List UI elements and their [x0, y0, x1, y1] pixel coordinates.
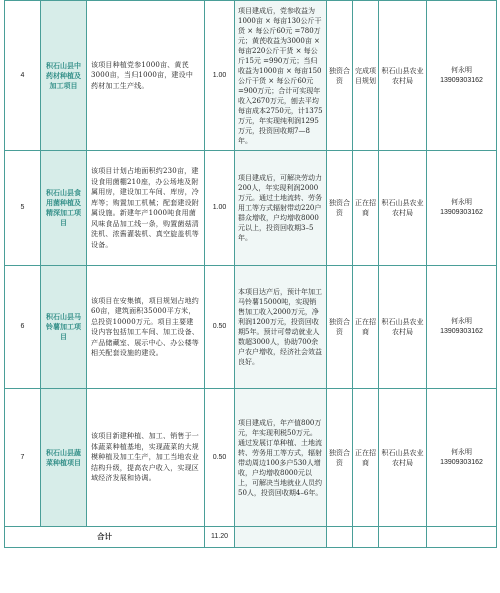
investment-amount: 1.00 [205, 151, 235, 266]
project-name: 积石山县蔬菜种植项目 [41, 389, 87, 527]
responsible-dept: 积石山县农业农村局 [379, 389, 427, 527]
table-row [5, 389, 497, 527]
total-empty-cell [235, 527, 327, 548]
project-benefit: 本项目达产后，预计年加工马铃薯15000吨，实现销售加工收入2000万元，净利润1200万元，投资回收期5年。预计可带动就业人数超3000人，协助700余户农户增收，经济社会效益良好。 [235, 266, 327, 389]
table-row [5, 151, 497, 266]
project-name: 积石山县食用菌种植及精深加工项目 [41, 151, 87, 266]
project-content: 该项目种植党参1000亩、黄芪3000亩，当归1000亩，建设中药材加工生产线。 [87, 1, 205, 151]
contact-phone: 13909303162 [440, 209, 483, 216]
project-content: 该项目在安集镇，项目规划占地约60亩，建筑面积35000平方米，总投资10000万元。项目主要建设内容包括加工车间、加工设备、产品储藏室、展示中心、办公楼等相关配套设施的建设。 [87, 266, 205, 389]
total-empty-cell [353, 527, 379, 548]
total-empty-cell [379, 527, 427, 548]
project-table-page [4, 0, 496, 548]
cooperation-mode: 独资合资 [327, 1, 353, 151]
row-number: 7 [5, 389, 41, 527]
contact-info [427, 389, 497, 527]
total-row [5, 527, 497, 548]
table-row [5, 266, 497, 389]
project-status: 完成项目规划 [353, 1, 379, 151]
project-content: 该项目新建种植、加工、销售于一体蔬菜种植基地，实现蔬菜的大规模种植及加工生产，加工当地农业结构升级，提高农户收入，实现区域经济发展和协调。 [87, 389, 205, 527]
contact-name: 何永明 [451, 318, 472, 325]
row-number: 4 [5, 1, 41, 151]
project-status: 正在招商 [353, 266, 379, 389]
contact-phone: 13909303162 [440, 458, 483, 466]
investment-amount: 1.00 [205, 1, 235, 151]
table-row [5, 1, 497, 151]
investment-amount: 0.50 [205, 389, 235, 527]
responsible-dept: 积石山县农业农村局 [379, 151, 427, 266]
contact-info [427, 266, 497, 389]
project-content: 该项目计划占地面积约230亩，建设食用菌棚210座，办公场地及附属用房，建设加工车间、库房，冷库等；购置加工机械；配套建设附属设施。新建年产1000吨食用菌风味食品加工线一条，购置菌菇清洗机、浓酱灌装机、真空旋盖机等设备。 [87, 151, 205, 266]
cooperation-mode: 独资合资 [327, 151, 353, 266]
contact-phone: 13909303162 [440, 328, 483, 335]
project-name: 积石山县马铃薯加工项目 [41, 266, 87, 389]
total-value: 11.20 [205, 527, 235, 548]
project-status: 正在招商 [353, 389, 379, 527]
row-number: 5 [5, 151, 41, 266]
total-empty-cell [427, 527, 497, 548]
table-body [5, 1, 497, 548]
total-empty-cell [327, 527, 353, 548]
investment-projects-table [4, 0, 497, 548]
contact-name: 何永明 [451, 199, 472, 206]
project-benefit: 项目建成后，年产值800万元，年实现利税50万元。通过发展订单种植、土地流转、劳务用工等方式，辐射带动周边100多户530人增收，户均增收8000元以上，可解决当地就业人员约50人，投资回收期4–6年。 [235, 389, 327, 527]
contact-info [427, 1, 497, 151]
total-label: 合计 [5, 527, 205, 548]
cooperation-mode: 独资合资 [327, 389, 353, 527]
project-name: 积石山县中药材种植及加工项目 [41, 1, 87, 151]
project-status: 正在招商 [353, 151, 379, 266]
responsible-dept: 积石山县农业农村局 [379, 266, 427, 389]
contact-phone: 13909303162 [440, 76, 483, 84]
contact-name: 何永明 [451, 448, 472, 456]
investment-amount: 0.50 [205, 266, 235, 389]
project-benefit: 项目建成后，可解决劳动力200人，年实现利润2000万元。通过土地流转、劳务用工等方式辐射带动220户群众增收，户均增收8000元以上，投资回收期3–5年。 [235, 151, 327, 266]
cooperation-mode: 独资合资 [327, 266, 353, 389]
contact-info [427, 151, 497, 266]
row-number: 6 [5, 266, 41, 389]
responsible-dept: 积石山县农业农村局 [379, 1, 427, 151]
project-benefit: 项目建成后，党参收益为1000亩 × 每亩130公斤干货 × 每公斤60元 =780万元；黄芪收益为3000亩 × 每亩220公斤干货 × 每公斤15元 =990万元；当归收益为1000亩 × 每亩150公斤干货 × 每公斤60元 =900万元；合计可实现年收入2670万元，刨去平均每亩成本2750元，计1375万元，年实现纯利润1295万元，投资回收期7—8年。 [235, 1, 327, 151]
contact-name: 何永明 [451, 66, 472, 74]
